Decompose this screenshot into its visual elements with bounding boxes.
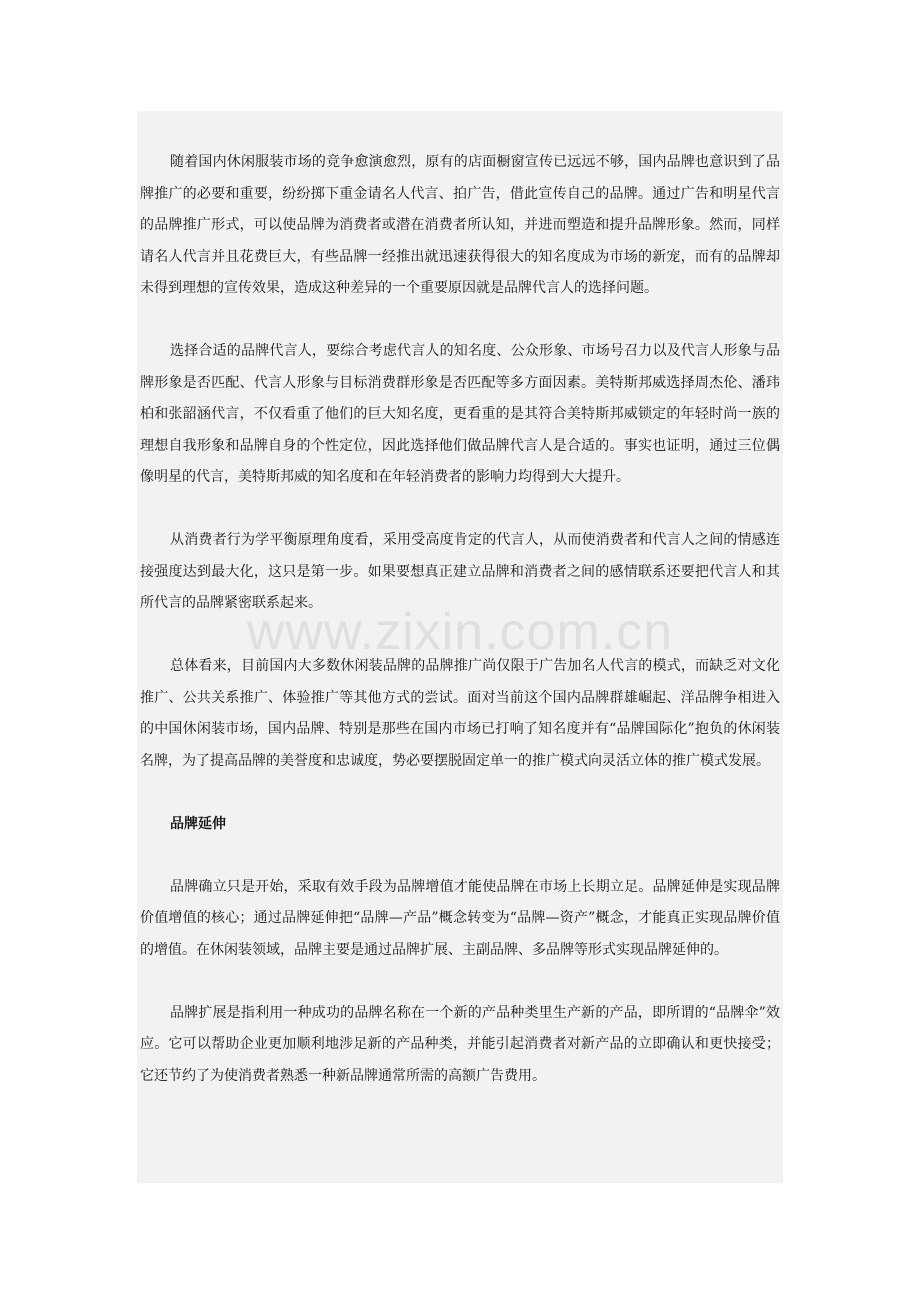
paragraph-6: 品牌扩展是指利用一种成功的品牌名称在一个新的产品种类里生产新的产品，即所谓的“品牌伞”效应。它可以帮助企业更加顺利地涉足新的产品种类，并能引起消费者对新产品的立即确认和更快接受；它还节约了为使消费者熟悉一种新品牌通常所需的高额广告费用。 xyxy=(140,1004,780,1084)
section-heading: 品牌延伸 xyxy=(170,815,226,832)
paragraph-1: 随着国内休闲服装市场的竞争愈演愈烈，原有的店面橱窗宣传已远远不够，国内品牌也意识到了品牌推广的必要和重要，纷纷掷下重金请名人代言、拍广告，借此宣传自己的品牌。通过广告和明星代言的品牌推广形式，可以使品牌为消费者或潜在消费者所认知，并进而塑造和提升品牌形象。然而，同样请名人代言并且花费巨大，有些品牌一经推出就迅速获得很大的知名度成为市场的新宠，而有的品牌却未得到理想的宣传效果，造成这种差异的一个重要原因就是品牌代言人的选择问题。 xyxy=(140,154,780,296)
paragraph-5: 品牌确立只是开始，采取有效手段为品牌增值才能使品牌在市场上长期立足。品牌延伸是实现品牌价值增值的核心；通过品牌延伸把“品牌—产品”概念转变为“品牌—资产”概念，才能真正实现品牌价值的增值。在休闲装领域，品牌主要是通过品牌扩展、主副品牌、多品牌等形式实现品牌延伸的。 xyxy=(140,878,780,958)
watermark: www.zixin.com.cn xyxy=(246,603,674,661)
paragraph-4: 总体看来，目前国内大多数休闲装品牌的品牌推广尚仅限于广告加名人代言的模式，而缺乏对文化推广、公共关系推广、体验推广等其他方式的尝试。面对当前这个国内品牌群雄崛起、洋品牌争相进入的中国休闲装市场，国内品牌、特别是那些在国内市场已打响了知名度并有“品牌国际化”抱负的休闲装名牌，为了提高品牌的美誉度和忠诚度，势必要摆脱固定单一的推广模式向灵活立体的推广模式发展。 xyxy=(140,658,780,769)
paragraph-2: 选择合适的品牌代言人，要综合考虑代言人的知名度、公众形象、市场号召力以及代言人形象与品牌形象是否匹配、代言人形象与目标消费群形象是否匹配等多方面因素。美特斯邦威选择周杰伦、潘玮柏和张韶涵代言，不仅看重了他们的巨大知名度，更看重的是其符合美特斯邦威锁定的年轻时尚一族的理想自我形象和品牌自身的个性定位，因此选择他们做品牌代言人是合适的。事实也证明，通过三位偶像明星的代言，美特斯邦威的知名度和在年轻消费者的影响力均得到大大提升。 xyxy=(140,343,780,485)
paragraph-3: 从消费者行为学平衡原理角度看，采用受高度肯定的代言人，从而使消费者和代言人之间的情感连接强度达到最大化，这只是第一步。如果要想真正建立品牌和消费者之间的感情联系还要把代言人和其所代言的品牌紧密联系起来。 xyxy=(140,532,780,611)
article-body xyxy=(140,147,780,1092)
